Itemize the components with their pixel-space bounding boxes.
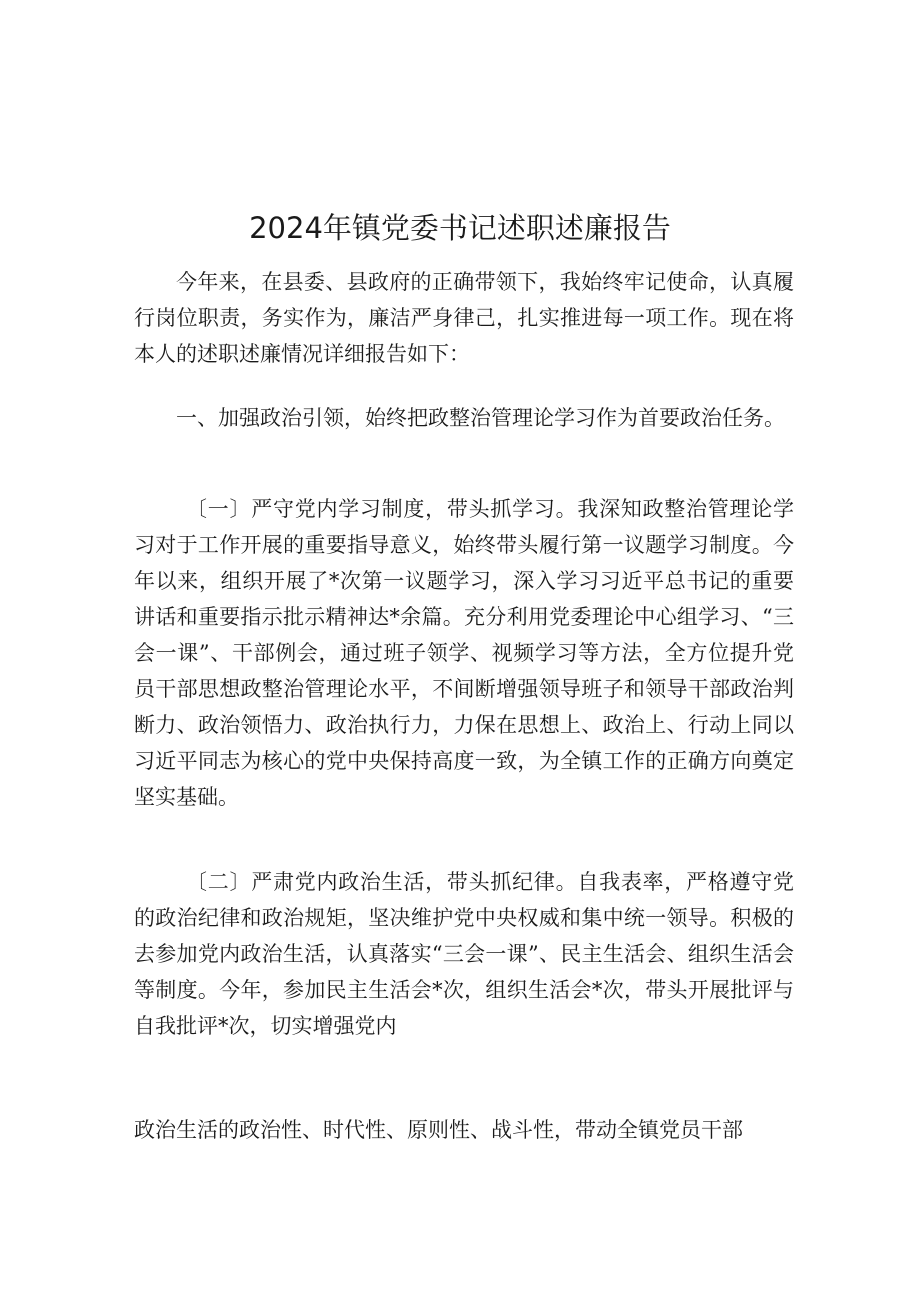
- subsection-paragraph-1: 〔一〕严守党内学习制度，带头抓学习。我深知政整治管理论学习对于工作开展的重要指导意义，始终带头履行第一议题学习制度。今年以来，组织开展了*次第一议题学习，深入学习习近平总书记的重要讲话和重要指示批示精神达*余篇。充分利用党委理论中心组学习、“三会一课”、干部例会，通过班子领学、视频学习等方法，全方位提升党员干部思想政整治管理论水平，不间断增强领导班子和领导干部政治判断力、政治领悟力、政治执行力，力保在思想上、政治上、行动上同以习近平同志为核心的党中央保持高度一致，为全镇工作的正确方向奠定坚实基础。: [134, 497, 794, 809]
- continuation-paragraph: 政治生活的政治性、时代性、原则性、战斗性，带动全镇党员干部: [134, 1118, 743, 1142]
- section-heading-1: 一、加强政治引领，始终把政整治管理论学习作为首要政治任务。: [176, 406, 785, 430]
- subsection-paragraph-2: 〔二〕严肃党内政治生活，带头抓纪律。自我表率，严格遵守党的政治纪律和政治规矩，坚决维护党中央权威和集中统一领导。积极的去参加党内政治生活，认真落实“三会一课”、民主生活会、组织生活会等制度。今年，参加民主生活会*次，组织生活会*次，带头开展批评与自我批评*次，切实增强党内: [134, 870, 794, 1038]
- intro-paragraph: 今年来，在县委、县政府的正确带领下，我始终牢记使命，认真履行岗位职责，务实作为，廉洁严身律己，扎实推进每一项工作。现在将本人的述职述廉情况详细报告如下：: [134, 270, 794, 366]
- document-title: 2024年镇党委书记述职述廉报告: [249, 211, 671, 245]
